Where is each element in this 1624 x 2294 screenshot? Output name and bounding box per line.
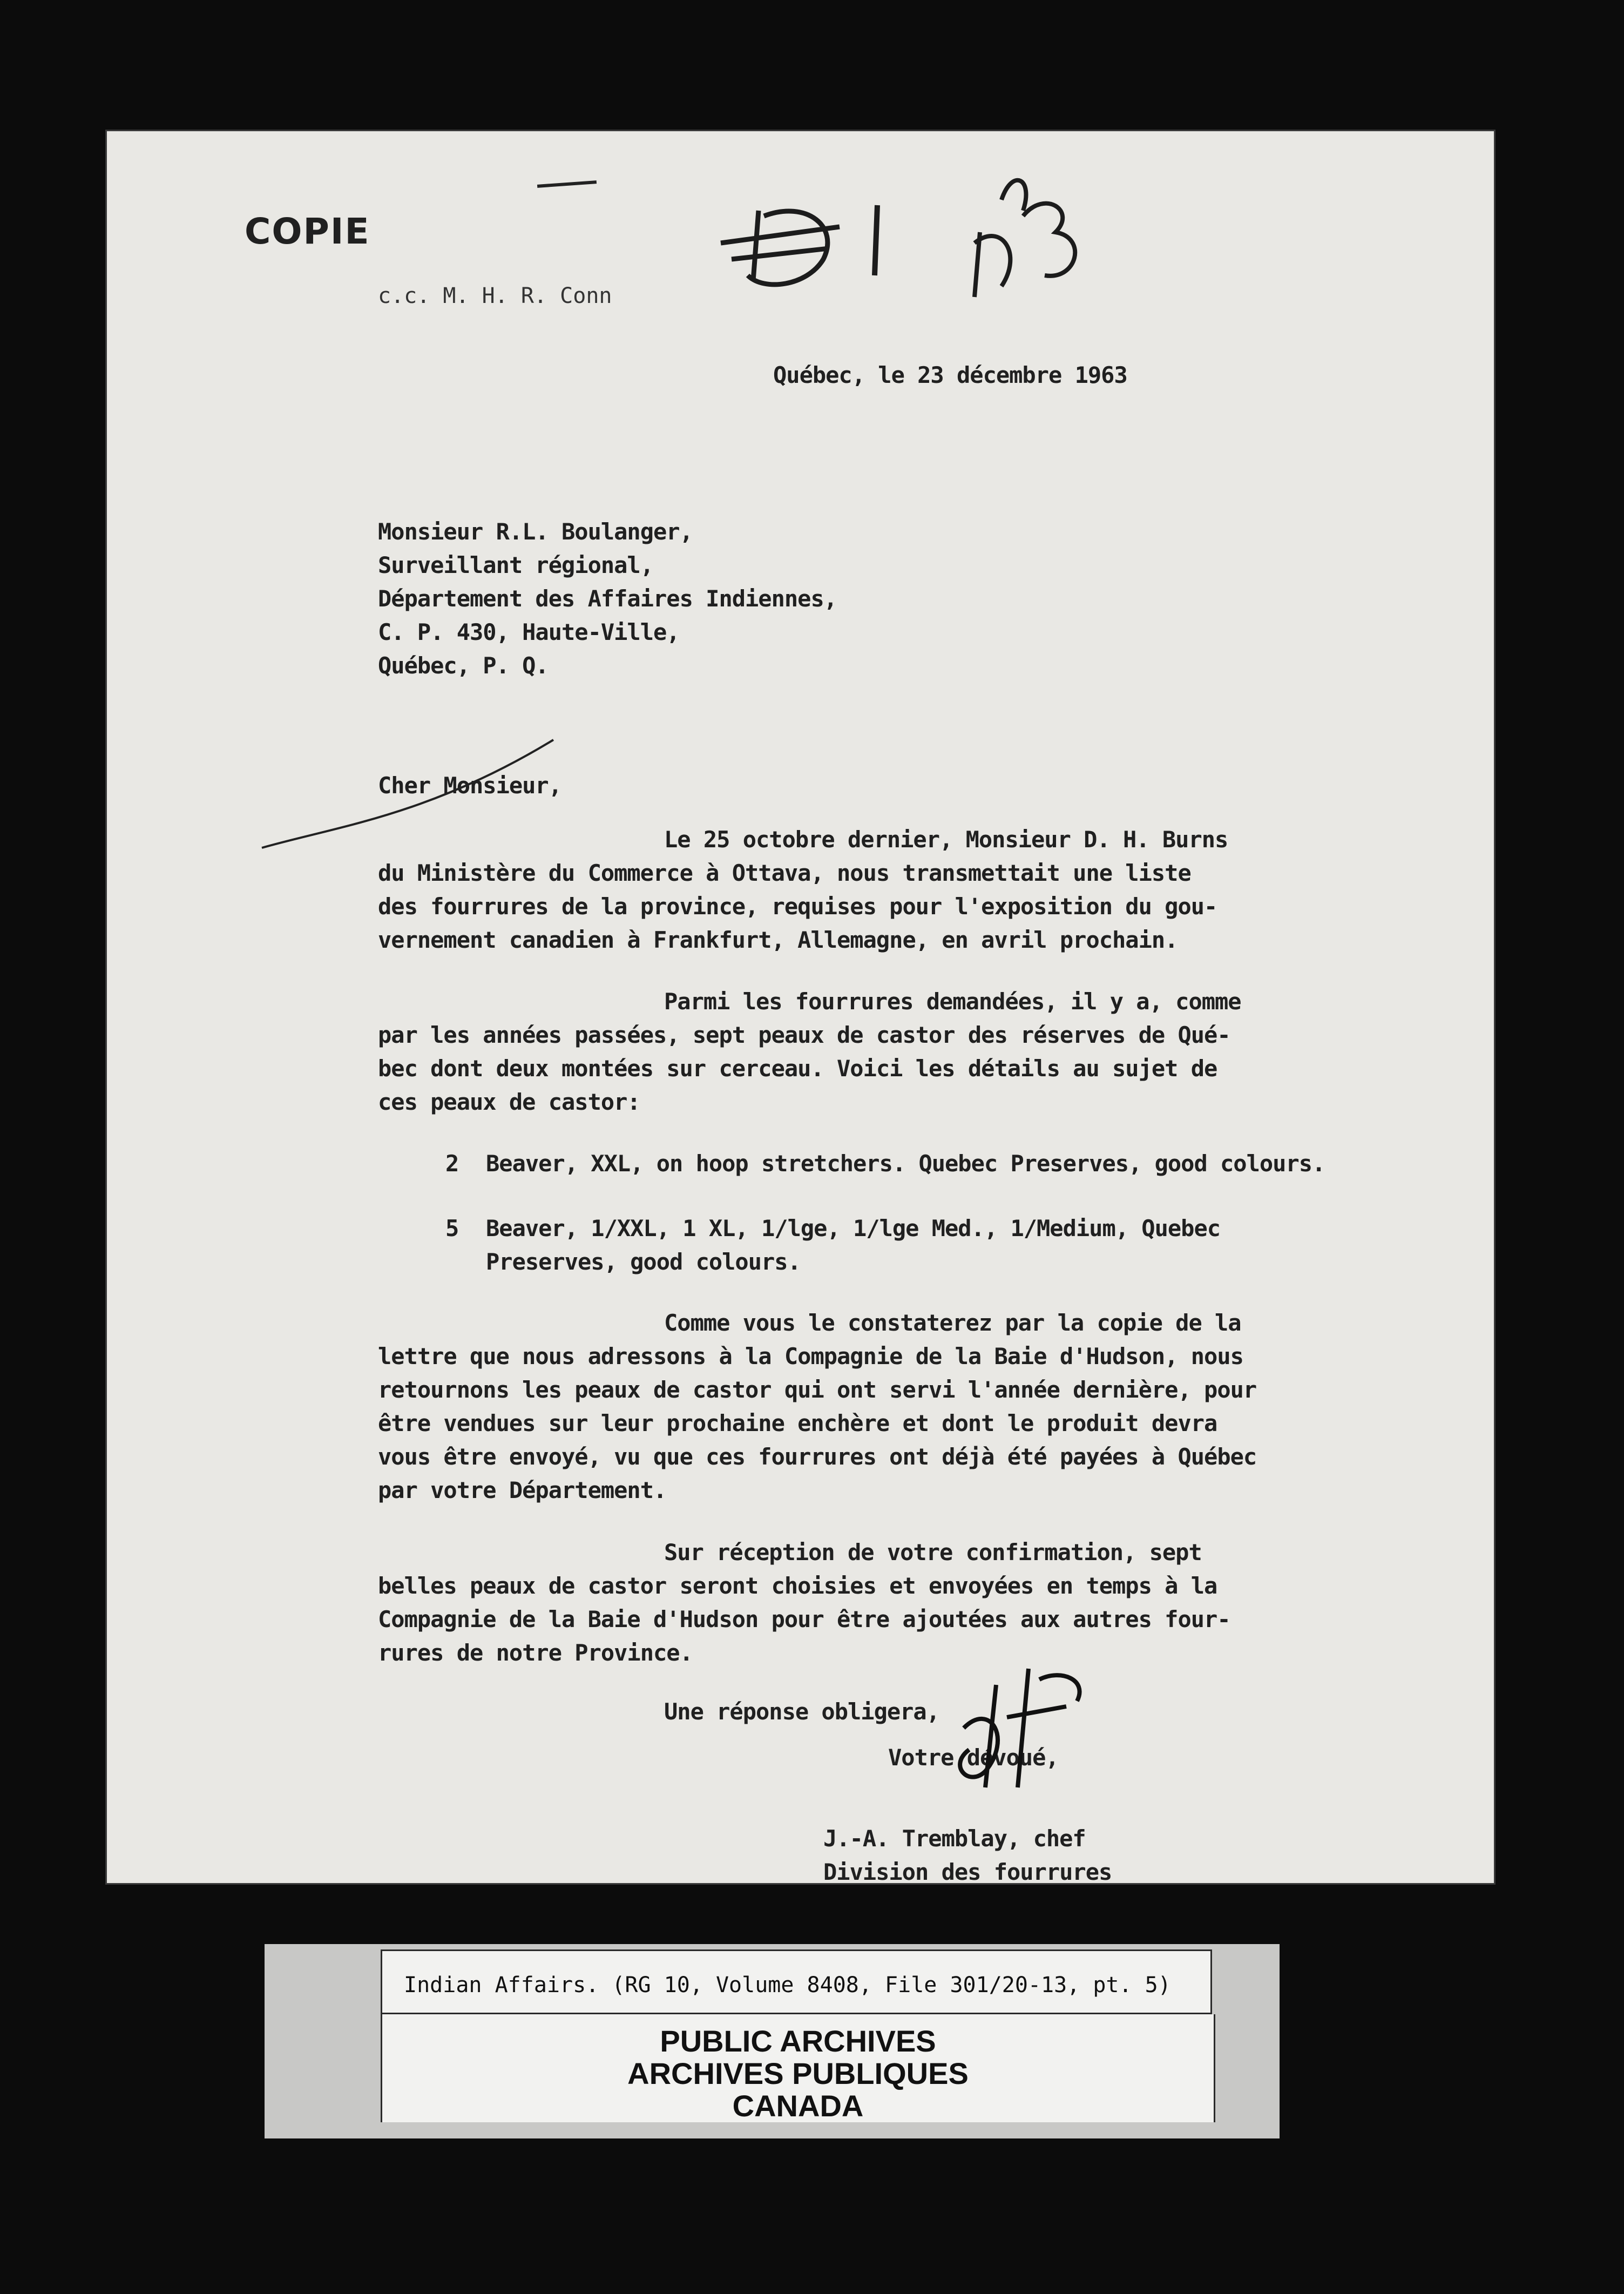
paragraph-line: par votre Département. [378, 1477, 667, 1503]
paragraph-line: être vendues sur leur prochaine enchère et dont le produit devra [378, 1410, 1217, 1436]
paragraph-line: Parmi les fourrures demandées, il y a, comme [664, 988, 1241, 1015]
archive-line: CANADA [732, 2089, 864, 2123]
item-text: Beaver, 1/XXL, 1 XL, 1/lge, 1/lge Med., 1/Medium, Quebec [486, 1215, 1221, 1242]
paragraph-line: Sur réception de votre confirmation, sept [664, 1539, 1202, 1566]
handwritten-signature [904, 1625, 1109, 1804]
archive-line: ARCHIVES PUBLIQUES [627, 2056, 969, 2090]
item-text: Beaver, XXL, on hoop stretchers. Quebec Preserves, good colours. [486, 1150, 1325, 1177]
recipient-line: Surveillant régional, [378, 552, 654, 578]
archive-stamp [381, 2014, 1215, 2122]
archive-reference-strip [381, 1949, 1212, 2014]
archive-reference-text: Indian Affairs. (RG 10, Volume 8408, File 301/20-13, pt. 5) [404, 1973, 1171, 1998]
paragraph-line: Comme vous le constaterez par la copie de la [664, 1310, 1241, 1336]
archive-line: PUBLIC ARCHIVES [660, 2024, 936, 2058]
copie-header: COPIE [245, 211, 370, 252]
recipient-line: Département des Affaires Indiennes, [378, 585, 837, 612]
recipient-line: C. P. 430, Haute-Ville, [378, 619, 680, 645]
paragraph-line: Le 25 octobre dernier, Monsieur D. H. Burns [664, 826, 1228, 853]
signer-title: Division des fourrures [823, 1859, 1112, 1885]
handwritten-file-marks [699, 167, 1120, 308]
cc-line: c.c. M. H. R. Conn [378, 284, 612, 308]
paragraph-line: rures de notre Province. [378, 1639, 693, 1666]
paragraph-line: retournons les peaux de castor qui ont servi l'année dernière, pour [378, 1377, 1257, 1403]
closing-line: Une réponse obligera, [664, 1698, 940, 1725]
paragraph-line: vous être envoyé, vu que ces fourrures ont déjà été payées à Québec [378, 1443, 1257, 1470]
pen-strike-line [256, 734, 562, 859]
item-text: Preserves, good colours. [486, 1249, 801, 1275]
paragraph-line: des fourrures de la province, requises pour l'exposition du gou- [378, 893, 1217, 920]
salutation: Cher Monsieur, [378, 772, 562, 799]
paragraph-line: lettre que nous adressons à la Compagnie de la Baie d'Hudson, nous [378, 1343, 1243, 1369]
paragraph-line: du Ministère du Commerce à Ottava, nous transmettait une liste [378, 860, 1191, 886]
pen-stroke [537, 180, 597, 188]
letter-date: Québec, le 23 décembre 1963 [773, 362, 1127, 388]
paragraph-line: par les années passées, sept peaux de castor des réserves de Qué- [378, 1022, 1230, 1048]
item-quantity: 5 [445, 1215, 459, 1242]
closing-line: Votre dévoué, [888, 1744, 1059, 1771]
paragraph-line: belles peaux de castor seront choisies et envoyées en temps à la [378, 1573, 1217, 1599]
recipient-line: Québec, P. Q. [378, 652, 549, 679]
item-quantity: 2 [445, 1150, 459, 1177]
film-edge [0, 2138, 1624, 2294]
paragraph-line: bec dont deux montées sur cerceau. Voici les détails au sujet de [378, 1055, 1217, 1082]
paragraph-line: Compagnie de la Baie d'Hudson pour être ajoutées aux autres four- [378, 1606, 1230, 1632]
paragraph-line: vernement canadien à Frankfurt, Allemagne, en avril prochain. [378, 927, 1178, 953]
signer-name: J.-A. Tremblay, chef [823, 1825, 1086, 1852]
letter-page [105, 130, 1496, 1885]
recipient-line: Monsieur R.L. Boulanger, [378, 518, 693, 545]
paragraph-line: ces peaux de castor: [378, 1089, 640, 1115]
